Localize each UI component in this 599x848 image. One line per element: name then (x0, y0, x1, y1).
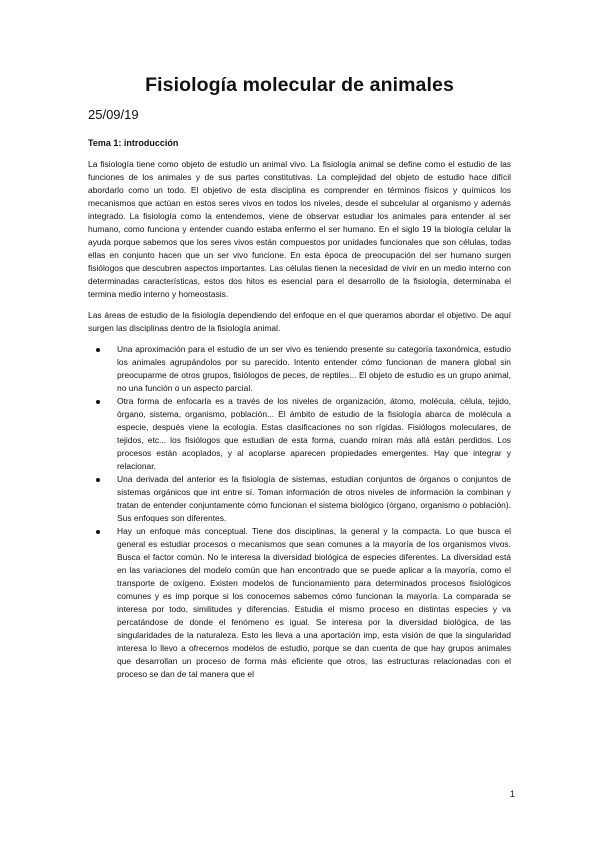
paragraph: La fisiología tiene como objeto de estudio un animal vivo. La fisiología animal se define como el estudio de las funciones de los animales y de sus partes constitutivas. La complejidad del objeto de estudio hace difícil abordarlo como un todo. El objetivo de esta disciplina es comprender en términos físicos y químicos los mecanismos que actúan en estos seres vivos en todos los niveles, desde el subcelular al organismo y además integrado. La fisiología como la entendemos, viene de observar estudiar los animales para entender al ser humano, como funciona y entender cuando estaba enfermo el ser humano. En el siglo 19 la biología celular la ayuda porque sabemos que los seres vivos están compuestos por unidades funcionales que son células, todas ellas en conjunto hacen que un ser vivo funcione. En esta época de preocupación del ser humano surgen fisiólogos que descubren aspectos importantes. Las células tienen la necesidad de vivir en un medio interno con determinadas características, estos dos hitos es esencial para el desarrollo de la fisiología, determinaba el termina medio interno y homeostasis. (88, 159, 511, 299)
page-number: 1 (509, 789, 515, 799)
bullet-item: Una derivada del anterior es la fisiología de sistemas, estudian conjuntos de órganos o conjuntos de sistemas orgánicos que int entre sí. Toman información de otros niveles de información la combinan y tratan de entender conjuntamente cómo funcionan el sistema biológico (órgano, organismo o población). Sus enfoques son diferentes. (88, 473, 511, 525)
document-title: Fisiología molecular de animales (145, 74, 454, 96)
bullet-list (88, 343, 511, 681)
bullet-item: Hay un enfoque más conceptual. Tiene dos disciplinas, la general y la compacta. Lo que busca el general es estudiar procesos o mecanismos que sean comunes a la mayoría de los organismos vivos. Busca el factor común. No le interesa la diversidad biológica de especies diferentes. La diversidad está en las variaciones del modelo común que han encontrado que se puede aplicar a la mayoría, como el transporte de oxígeno. Existen modelos de funcionamiento para determinados procesos fisiológicos comunes y es imp porque si los conocemos sabemos cómo funcionan la mayoría. La comparada se interesa por todo, similitudes y diferencias. Estudia el mismo proceso en distintas especies y va percatándose de donde el fenómeno es igual. Se interesa por la diversidad biológica, de las singularidades de la naturaleza. Esto les lleva a una aportación imp, esta visión de que la singularidad interesa lo llevo a ofrecernos modelos de estudio, porque se dan cuenta de que hay grupos animales que desarrollan un proceso de forma más eficiente que otros, las estructuras relacionadas con el proceso se dan de tal manera que el (88, 525, 511, 681)
paragraph: Las áreas de estudio de la fisiología dependiendo del enfoque en el que queramos abordar el objetivo. De aquí surgen las disciplinas dentro de la fisiología animal. (88, 310, 511, 333)
bullet-item: Una aproximación para el estudio de un ser vivo es teniendo presente su categoría taxonómica, estudio los animales agrupándolos por su parecido. Intento entender cómo funcionan de manera global sin preocuparme de otros grupos, fisiólogos de peces, de reptiles... El objeto de estudio es un grupo animal, no una función o un aspecto parcial. (88, 343, 511, 395)
document-date: 25/09/19 (88, 107, 139, 122)
topic-heading: Tema 1: introducción (88, 138, 179, 148)
document-body (88, 158, 511, 681)
bullet-item: Otra forma de enfocarla es a través de los niveles de organización, átomo, molécula, célula, tejido, órgano, sistema, organismo, población... El ámbito de estudio de la fisiología abarca de molécula a especie, después viene la ecología. Estas clasificaciones no son rígidas. Fisiólogos moleculares, de tejidos, etc... los fisiólogos que estudian de esta forma, cuando miran más allá están perdidos. Los procesos están acoplados, y al acoplarse aparecen propiedades emergentes. Hay que integrar y relacionar. (88, 395, 511, 473)
